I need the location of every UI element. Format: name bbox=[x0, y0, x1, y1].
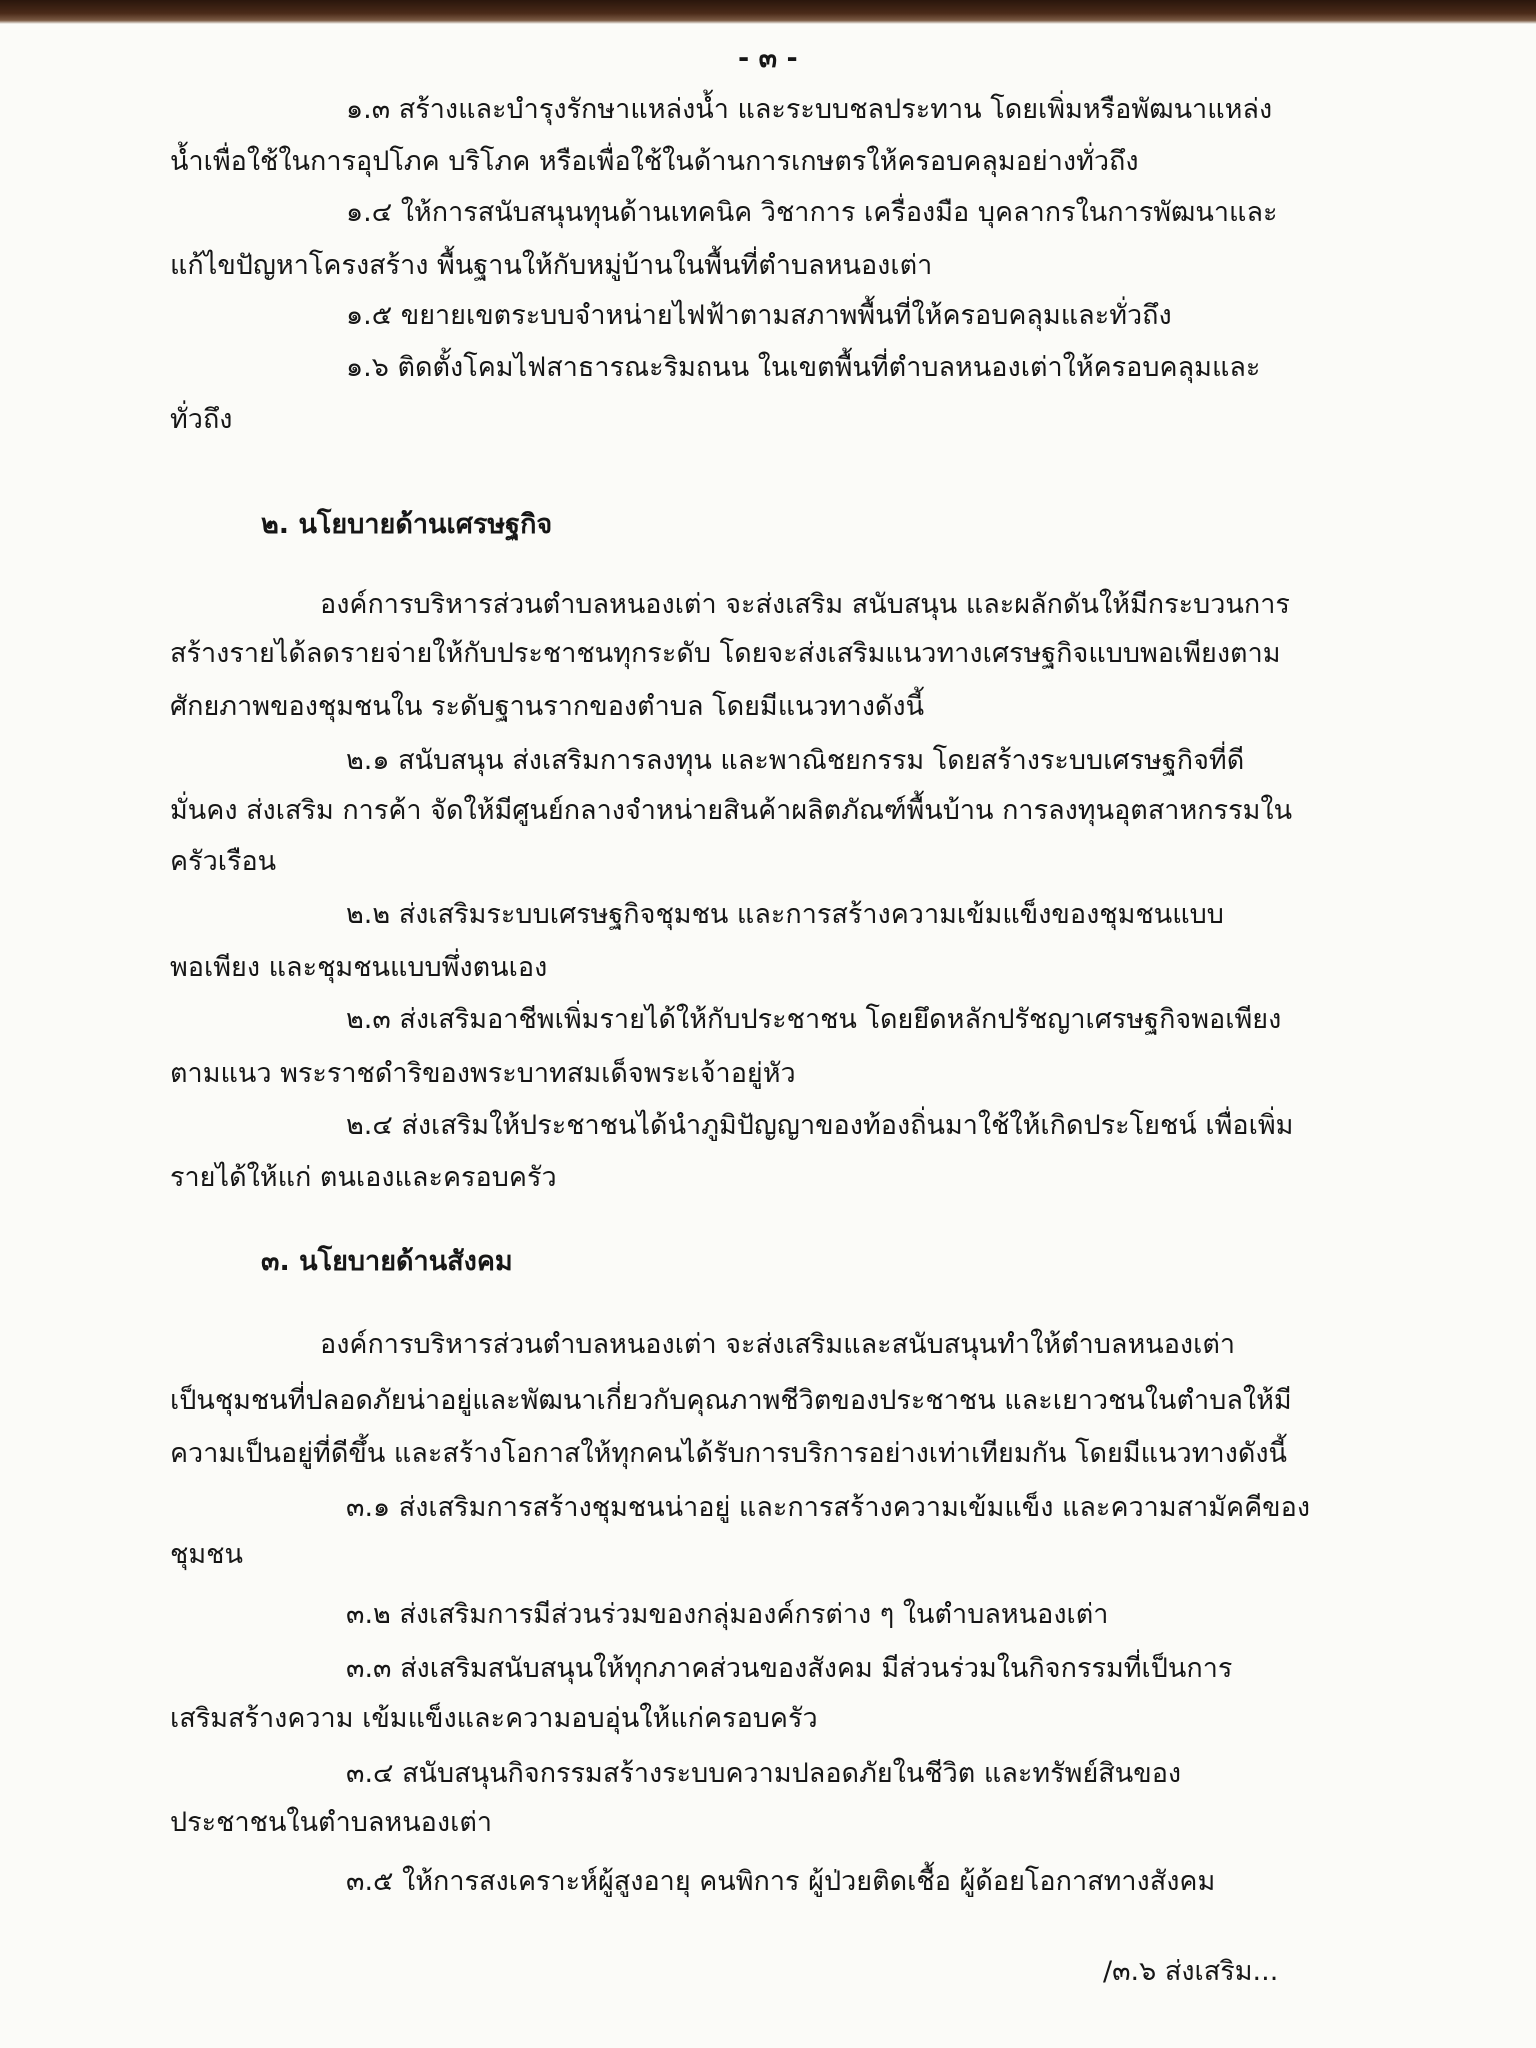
text-line: ทั่วถึง bbox=[170, 404, 233, 435]
text-line: ศักยภาพของชุมชนใน ระดับฐานรากของตำบล โดยมีแนวทางดังนี้ bbox=[170, 691, 925, 722]
policy-item-line: ๓.๑ ส่งเสริมการสร้างชุมชนน่าอยู่ และการสร้างความเข้มแข็ง และความสามัคคีของ bbox=[346, 1492, 1311, 1523]
continuation-footer: /๓.๖ ส่งเสริม... bbox=[1103, 1956, 1279, 1987]
text-line: น้ำเพื่อใช้ในการอุปโภค บริโภค หรือเพื่อใช้ในด้านการเกษตรให้ครอบคลุมอย่างทั่วถึง bbox=[170, 146, 1139, 177]
policy-item-line: ๑.๓ สร้างและบำรุงรักษาแหล่งน้ำ และระบบชลประทาน โดยเพิ่มหรือพัฒนาแหล่ง bbox=[346, 94, 1273, 125]
policy-item-line: ๑.๔ ให้การสนับสนุนทุนด้านเทคนิค วิชาการ เครื่องมือ บุคลากรในการพัฒนาและ bbox=[346, 197, 1278, 228]
policy-item-line: ๒.๔ ส่งเสริมให้ประชาชนได้นำภูมิปัญญาของท้องถิ่นมาใช้ให้เกิดประโยชน์ เพื่อเพิ่ม bbox=[346, 1110, 1294, 1141]
policy-item-line: ๒.๑ สนับสนุน ส่งเสริมการลงทุน และพาณิชยกรรม โดยสร้างระบบเศรษฐกิจที่ดี bbox=[346, 745, 1245, 776]
text-line: เป็นชุมชนที่ปลอดภัยน่าอยู่และพัฒนาเกี่ยวกับคุณภาพชีวิตของประชาชน และเยาวชนในตำบลให้มี bbox=[170, 1385, 1292, 1416]
text-line: รายได้ให้แก่ ตนเองและครอบครัว bbox=[170, 1162, 557, 1193]
policy-item-line: ๓.๓ ส่งเสริมสนับสนุนให้ทุกภาคส่วนของสังคม มีส่วนร่วมในกิจกรรมที่เป็นการ bbox=[346, 1653, 1233, 1684]
policy-item-line: ๓.๔ สนับสนุนกิจกรรมสร้างระบบความปลอดภัยในชีวิต และทรัพย์สินของ bbox=[346, 1758, 1182, 1789]
section-heading: ๒. นโยบายด้านเศรษฐกิจ bbox=[261, 509, 553, 540]
text-line: แก้ไขปัญหาโครงสร้าง พื้นฐานให้กับหมู่บ้านในพื้นที่ตำบลหนองเต่า bbox=[170, 250, 933, 281]
section-heading: ๓. นโยบายด้านสังคม bbox=[261, 1246, 513, 1277]
text-line: เสริมสร้างความ เข้มแข็งและความอบอุ่นให้แก่ครอบครัว bbox=[170, 1703, 818, 1734]
policy-item-line: ๓.๒ ส่งเสริมการมีส่วนร่วมของกลุ่มองค์กรต่าง ๆ ในตำบลหนองเต่า bbox=[346, 1599, 1109, 1630]
page-number: - ๓ - bbox=[738, 43, 798, 74]
policy-item-line: ๓.๕ ให้การสงเคราะห์ผู้สูงอายุ คนพิการ ผู้ป่วยติดเชื้อ ผู้ด้อยโอกาสทางสังคม bbox=[346, 1866, 1216, 1897]
text-line: มั่นคง ส่งเสริม การค้า จัดให้มีศูนย์กลางจำหน่ายสินค้าผลิตภัณฑ์พื้นบ้าน การลงทุนอุตสาหกรรมใน bbox=[170, 795, 1293, 826]
text-line: ชุมชน bbox=[170, 1539, 243, 1570]
text-line: องค์การบริหารส่วนตำบลหนองเต่า จะส่งเสริม สนับสนุน และผลักดันให้มีกระบวนการ bbox=[320, 589, 1290, 620]
text-line: ประชาชนในตำบลหนองเต่า bbox=[170, 1807, 493, 1838]
policy-item-line: ๒.๒ ส่งเสริมระบบเศรษฐกิจชุมชน และการสร้างความเข้มแข็งของชุมชนแบบ bbox=[346, 899, 1224, 930]
text-line: ครัวเรือน bbox=[170, 846, 277, 877]
policy-item-line: ๑.๕ ขยายเขตระบบจำหน่ายไฟฟ้าตามสภาพพื้นที่ให้ครอบคลุมและทั่วถึง bbox=[346, 300, 1172, 331]
policy-item-line: ๑.๖ ติดตั้งโคมไฟสาธารณะริมถนน ในเขตพื้นที่ตำบลหนองเต่าให้ครอบคลุมและ bbox=[346, 352, 1261, 383]
text-line: ตามแนว พระราชดำริของพระบาทสมเด็จพระเจ้าอยู่หัว bbox=[170, 1058, 796, 1089]
text-line: องค์การบริหารส่วนตำบลหนองเต่า จะส่งเสริมและสนับสนุนทำให้ตำบลหนองเต่า bbox=[320, 1329, 1236, 1360]
text-line: พอเพียง และชุมชนแบบพึ่งตนเอง bbox=[170, 952, 548, 983]
policy-item-line: ๒.๓ ส่งเสริมอาชีพเพิ่มรายได้ให้กับประชาชน โดยยึดหลักปรัชญาเศรษฐกิจพอเพียง bbox=[346, 1004, 1282, 1035]
text-line: สร้างรายได้ลดรายจ่ายให้กับประชาชนทุกระดับ โดยจะส่งเสริมแนวทางเศรษฐกิจแบบพอเพียงตาม bbox=[170, 638, 1281, 669]
photo-top-edge bbox=[0, 0, 1536, 24]
text-line: ความเป็นอยู่ที่ดีขึ้น และสร้างโอกาสให้ทุกคนได้รับการบริการอย่างเท่าเทียมกัน โดยมีแนวทางดังนี้ bbox=[170, 1438, 1288, 1469]
